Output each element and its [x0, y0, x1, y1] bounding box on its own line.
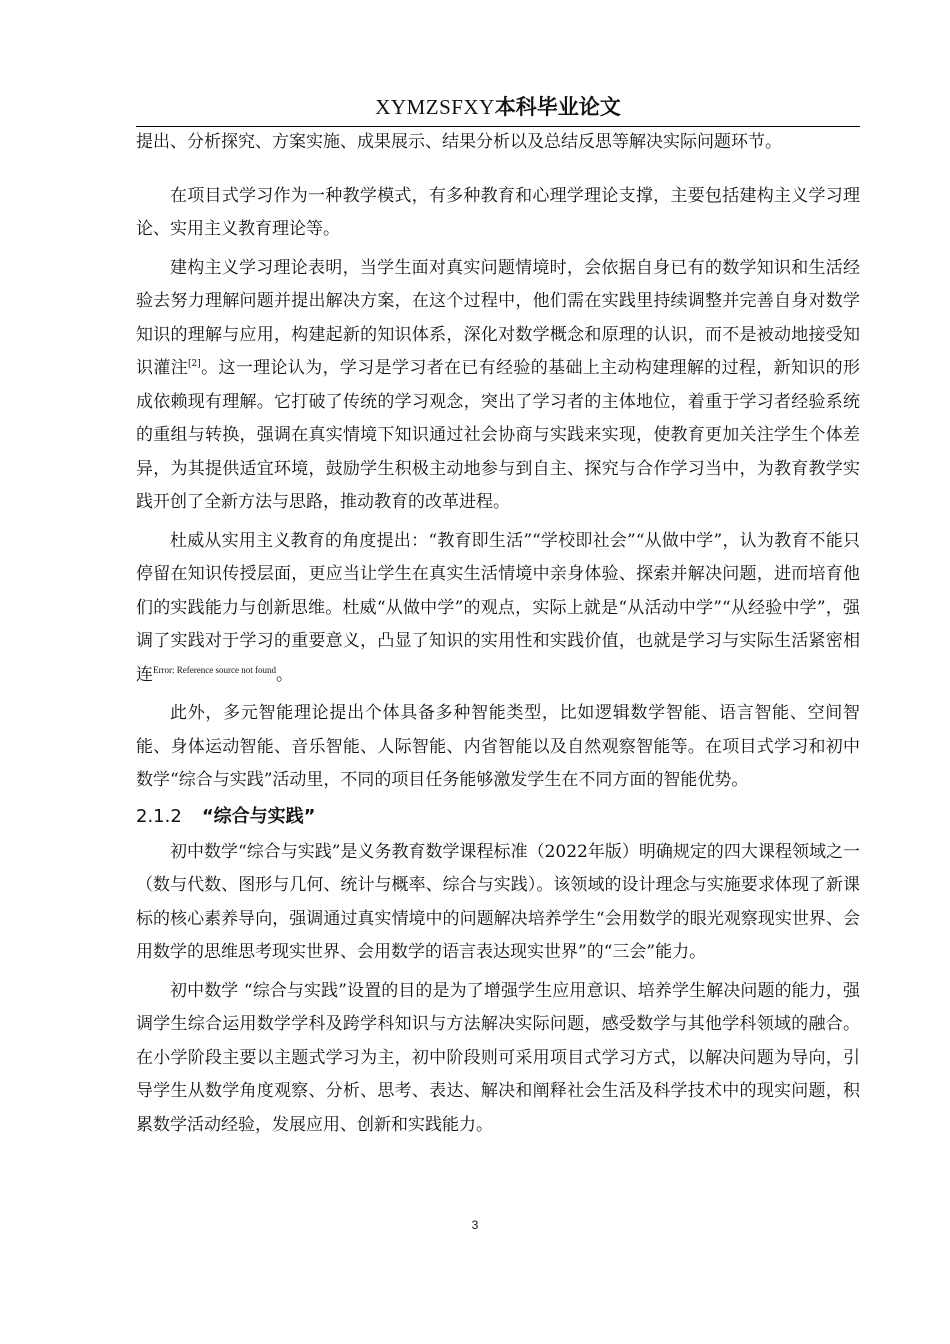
- paragraph-purpose: 初中数学 “综合与实践”设置的目的是为了增强学生应用意识、培养学生解决问题的能力，强调学生综合运用数学学科及跨学科知识与方法解决实际问题，感受数学与其他学科领域的融合。在小学阶段主要以主题式学习为主，初中阶段则可采用项目式学习方式，以解决问题为导向，引导学生从数学角度观察、分析、思考、表达、解决和阐释社会生活及科学技术中的现实问题，积累数学活动经验，发展应用、创新和实践能力。: [136, 980, 860, 1135]
- paragraph-curriculum-standard: 初中数学“综合与实践”是义务教育数学课程标准（2022年版）明确规定的四大课程领域之一（数与代数、图形与几何、统计与概率、综合与实践）。该领域的设计理念与实施要求体现了新课标的核心素养导向，强调通过真实情境中的问题解决培养学生“会用数学的眼光观察现实世界、会用数学的思维思考现实世界、会用数学的语言表达现实世界”的“三会”能力。: [136, 841, 860, 962]
- document-body: [136, 126, 860, 1147]
- paragraph-continuation: 提出、分析探究、方案实施、成果展示、结果分析以及总结反思等解决实际问题环节。: [136, 132, 782, 152]
- paragraph-multiple-intelligences: 此外，多元智能理论提出个体具备多种智能类型，比如逻辑数学智能、语言智能、空间智能、身体运动智能、音乐智能、人际智能、内省智能以及自然观察智能等。在项目式学习和初中数学“综合与实践”活动里，不同的项目任务能够激发学生在不同方面的智能优势。: [136, 703, 860, 790]
- constructivism-text-a: 建构主义学习理论表明，当学生面对真实问题情境时，会依据自身已有的数学知识和生活经验去努力理解问题并提出解决方案，在这个过程中，他们需在实践里持续调整并完善自身对数学知识的理解与应用，构建起新的知识体系，深化对数学概念和原理的认识，而不是被动地接受知识灌注: [136, 257, 860, 378]
- page-header: [136, 92, 860, 127]
- citation-2[interactable]: [2]: [188, 359, 201, 369]
- paragraph-constructivism: [136, 252, 860, 520]
- header-code: XYMZSFXY: [375, 95, 495, 119]
- header-title: 本科毕业论文: [494, 95, 621, 119]
- reference-error-field[interactable]: Error: Reference source not found: [153, 664, 276, 675]
- section-number: 2.1.2: [136, 805, 182, 827]
- paragraph-dewey: [136, 525, 860, 693]
- paragraph-theory-intro: 在项目式学习作为一种教学模式，有多种教育和心理学理论支撑，主要包括建构主义学习理论、实用主义教育理论等。: [136, 185, 860, 239]
- section-heading: [136, 800, 860, 834]
- dewey-text-b: 。: [275, 664, 293, 685]
- dewey-text-a: 杜威从实用主义教育的角度提出：“教育即生活”“学校即社会”“从做中学”，认为教育不能只停留在知识传授层面，更应当让学生在真实生活情境中亲身体验、探索并解决问题，进而培育他们的实践能力与创新思维。杜威“从做中学”的观点，实际上就是“从活动中学”“从经验中学”，强调了实践对于学习的重要意义，凸显了知识的实用性和实践价值，也就是学习与实际生活紧密相连: [136, 530, 860, 685]
- section-title: “综合与实践”: [201, 805, 316, 827]
- page-number: 3: [471, 1218, 479, 1232]
- constructivism-text-b: 。这一理论认为，学习是学习者在已有经验的基础上主动构建理解的过程，新知识的形成依赖现有理解。它打破了传统的学习观念，突出了学习者的主体地位，着重于学习者经验系统的重组与转换，强调在真实情境下知识通过社会协商与实践来实现，使教育更加关注学生个体差异，为其提供适宜环境，鼓励学生积极主动地参与到自主、探究与合作学习当中，为教育教学实践开创了全新方法与思路，推动教育的改革进程。: [136, 358, 861, 512]
